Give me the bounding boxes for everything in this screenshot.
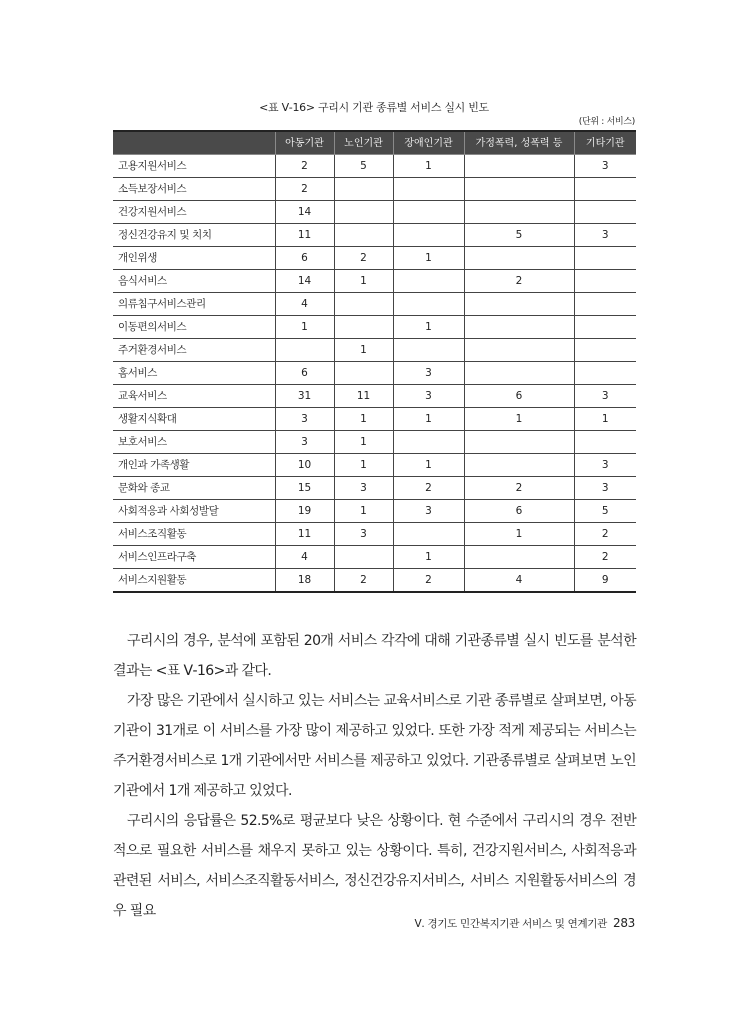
- service-frequency-table: [113, 130, 636, 593]
- frequency-cell: [334, 362, 393, 385]
- frequency-cell: 5: [464, 224, 574, 247]
- frequency-cell: 1: [464, 523, 574, 546]
- frequency-cell: 2: [464, 270, 574, 293]
- frequency-cell: [574, 247, 636, 270]
- frequency-cell: 1: [334, 454, 393, 477]
- service-name-cell: 서비스지원활동: [113, 569, 275, 593]
- paragraph: 구리시의 응답률은 52.5%로 평균보다 낮은 상황이다. 현 수준에서 구리시의 경우 전반적으로 필요한 서비스를 채우지 못하고 있는 상황이다. 특히, 건강지원서비스, 사회적응과관련된 서비스, 서비스조직활동서비스, 정신건강유지서비스, 서비스 지원활동서비스의 경우 필요: [113, 813, 636, 919]
- frequency-cell: [574, 201, 636, 224]
- table-row: [113, 178, 636, 201]
- frequency-cell: 1: [334, 339, 393, 362]
- frequency-cell: [464, 201, 574, 224]
- frequency-cell: 3: [275, 431, 334, 454]
- frequency-cell: [393, 339, 464, 362]
- frequency-cell: 3: [574, 224, 636, 247]
- table-row: [113, 201, 636, 224]
- frequency-cell: [574, 362, 636, 385]
- frequency-cell: [334, 224, 393, 247]
- frequency-cell: [334, 316, 393, 339]
- frequency-cell: 5: [334, 155, 393, 178]
- column-header: 가정폭력, 성폭력 등: [464, 131, 574, 155]
- frequency-cell: 1: [393, 155, 464, 178]
- service-name-cell: 문화와 종교: [113, 477, 275, 500]
- table-row: [113, 316, 636, 339]
- column-header: 아동기관: [275, 131, 334, 155]
- table-row: [113, 546, 636, 569]
- service-name-cell: 소득보장서비스: [113, 178, 275, 201]
- frequency-cell: 4: [464, 569, 574, 593]
- frequency-cell: 2: [275, 155, 334, 178]
- frequency-cell: 14: [275, 270, 334, 293]
- frequency-cell: [393, 431, 464, 454]
- frequency-cell: 1: [393, 546, 464, 569]
- frequency-cell: 1: [334, 408, 393, 431]
- service-name-cell: 보호서비스: [113, 431, 275, 454]
- frequency-cell: 1: [334, 270, 393, 293]
- frequency-cell: 6: [464, 385, 574, 408]
- frequency-cell: [464, 339, 574, 362]
- table-row: [113, 224, 636, 247]
- frequency-cell: 10: [275, 454, 334, 477]
- frequency-cell: 11: [275, 224, 334, 247]
- service-name-cell: 이동편의서비스: [113, 316, 275, 339]
- service-name-cell: 사회적응과 사회성발달: [113, 500, 275, 523]
- table-header-row: [113, 131, 636, 155]
- table-row: [113, 339, 636, 362]
- frequency-cell: [464, 247, 574, 270]
- frequency-cell: [464, 454, 574, 477]
- frequency-cell: [574, 339, 636, 362]
- frequency-cell: [574, 270, 636, 293]
- frequency-cell: 15: [275, 477, 334, 500]
- frequency-cell: [464, 293, 574, 316]
- table-row: [113, 477, 636, 500]
- page-footer: [415, 916, 635, 931]
- frequency-cell: 3: [574, 155, 636, 178]
- frequency-cell: 4: [275, 293, 334, 316]
- column-header: 기타기관: [574, 131, 636, 155]
- table-row: [113, 408, 636, 431]
- frequency-cell: 2: [393, 477, 464, 500]
- frequency-cell: 2: [464, 477, 574, 500]
- frequency-cell: 4: [275, 546, 334, 569]
- frequency-cell: [334, 546, 393, 569]
- frequency-cell: 3: [574, 454, 636, 477]
- service-name-cell: 건강지원서비스: [113, 201, 275, 224]
- table-row: [113, 293, 636, 316]
- table-row: [113, 569, 636, 593]
- frequency-cell: 31: [275, 385, 334, 408]
- service-name-cell: 교육서비스: [113, 385, 275, 408]
- table-row: [113, 500, 636, 523]
- page-number: 283: [612, 916, 635, 930]
- frequency-cell: 6: [275, 362, 334, 385]
- frequency-cell: 1: [275, 316, 334, 339]
- frequency-cell: 3: [574, 477, 636, 500]
- table-row: [113, 385, 636, 408]
- table-body: [113, 155, 636, 593]
- service-name-cell: 생활지식확대: [113, 408, 275, 431]
- frequency-cell: 3: [275, 408, 334, 431]
- table-row: [113, 247, 636, 270]
- frequency-cell: [574, 316, 636, 339]
- frequency-cell: 9: [574, 569, 636, 593]
- frequency-cell: 3: [334, 523, 393, 546]
- frequency-cell: 5: [574, 500, 636, 523]
- service-name-cell: 음식서비스: [113, 270, 275, 293]
- service-name-cell: 의류침구서비스관리: [113, 293, 275, 316]
- frequency-cell: [393, 201, 464, 224]
- table-row: [113, 270, 636, 293]
- frequency-cell: 18: [275, 569, 334, 593]
- frequency-cell: 2: [574, 523, 636, 546]
- column-header: [113, 131, 275, 155]
- frequency-cell: 1: [393, 247, 464, 270]
- column-header: 노인기관: [334, 131, 393, 155]
- column-header: 장애인기관: [393, 131, 464, 155]
- frequency-cell: [334, 178, 393, 201]
- frequency-cell: 2: [574, 546, 636, 569]
- table-row: [113, 362, 636, 385]
- table-row: [113, 431, 636, 454]
- frequency-cell: [275, 339, 334, 362]
- table-unit: (단위 : 서비스): [578, 117, 635, 127]
- table-row: [113, 523, 636, 546]
- service-name-cell: 정신건강유지 및 치치: [113, 224, 275, 247]
- chapter-title: Ⅴ. 경기도 민간복지기관 서비스 및 연계기관: [414, 918, 607, 930]
- service-name-cell: 주거환경서비스: [113, 339, 275, 362]
- frequency-cell: [393, 224, 464, 247]
- frequency-cell: [464, 155, 574, 178]
- table-row: [113, 454, 636, 477]
- frequency-cell: [464, 316, 574, 339]
- service-name-cell: 고용지원서비스: [113, 155, 275, 178]
- frequency-cell: 3: [574, 385, 636, 408]
- paragraph: 구리시의 경우, 분석에 포함된 20개 서비스 각각에 대해 기관종류별 실시 빈도를 분석한 결과는 <표 Ⅴ-16>과 같다.: [113, 633, 636, 679]
- frequency-cell: 2: [275, 178, 334, 201]
- frequency-cell: 1: [574, 408, 636, 431]
- frequency-cell: 3: [393, 362, 464, 385]
- frequency-cell: 6: [464, 500, 574, 523]
- frequency-cell: [334, 293, 393, 316]
- frequency-cell: [464, 178, 574, 201]
- frequency-cell: 2: [334, 569, 393, 593]
- frequency-cell: 14: [275, 201, 334, 224]
- frequency-cell: 3: [393, 385, 464, 408]
- table-row: [113, 155, 636, 178]
- service-name-cell: 홈서비스: [113, 362, 275, 385]
- frequency-cell: 11: [334, 385, 393, 408]
- frequency-cell: 11: [275, 523, 334, 546]
- frequency-cell: [574, 178, 636, 201]
- frequency-cell: 2: [334, 247, 393, 270]
- frequency-cell: 1: [334, 500, 393, 523]
- frequency-cell: 2: [393, 569, 464, 593]
- frequency-cell: [393, 293, 464, 316]
- service-name-cell: 서비스조직활동: [113, 523, 275, 546]
- frequency-cell: 1: [464, 408, 574, 431]
- frequency-cell: [334, 201, 393, 224]
- service-name-cell: 서비스인프라구축: [113, 546, 275, 569]
- frequency-cell: [393, 523, 464, 546]
- frequency-cell: [464, 546, 574, 569]
- table-title: <표 Ⅴ-16> 구리시 기관 종류별 서비스 실시 빈도: [259, 101, 489, 114]
- frequency-cell: [464, 362, 574, 385]
- frequency-cell: 3: [334, 477, 393, 500]
- frequency-cell: [574, 293, 636, 316]
- frequency-cell: 1: [334, 431, 393, 454]
- frequency-cell: [574, 431, 636, 454]
- paragraph: 가장 많은 기관에서 실시하고 있는 서비스는 교육서비스로 기관 종류별로 살펴보면, 아동기관이 31개로 이 서비스를 가장 많이 제공하고 있었다. 또한 가장 적게 제공되는 서비스는 주거환경서비스로 1개 기관에서만 서비스를 제공하고 있었다. 기관종류별로 살펴보면 노인기관에서 1개 제공하고 있었다.: [113, 693, 636, 799]
- frequency-cell: 1: [393, 316, 464, 339]
- frequency-cell: 6: [275, 247, 334, 270]
- frequency-cell: [393, 270, 464, 293]
- body-text: [113, 626, 636, 926]
- service-name-cell: 개인위생: [113, 247, 275, 270]
- frequency-cell: 19: [275, 500, 334, 523]
- frequency-cell: [393, 178, 464, 201]
- frequency-cell: [464, 431, 574, 454]
- frequency-cell: 1: [393, 454, 464, 477]
- frequency-cell: 1: [393, 408, 464, 431]
- service-name-cell: 개인과 가족생활: [113, 454, 275, 477]
- frequency-cell: 3: [393, 500, 464, 523]
